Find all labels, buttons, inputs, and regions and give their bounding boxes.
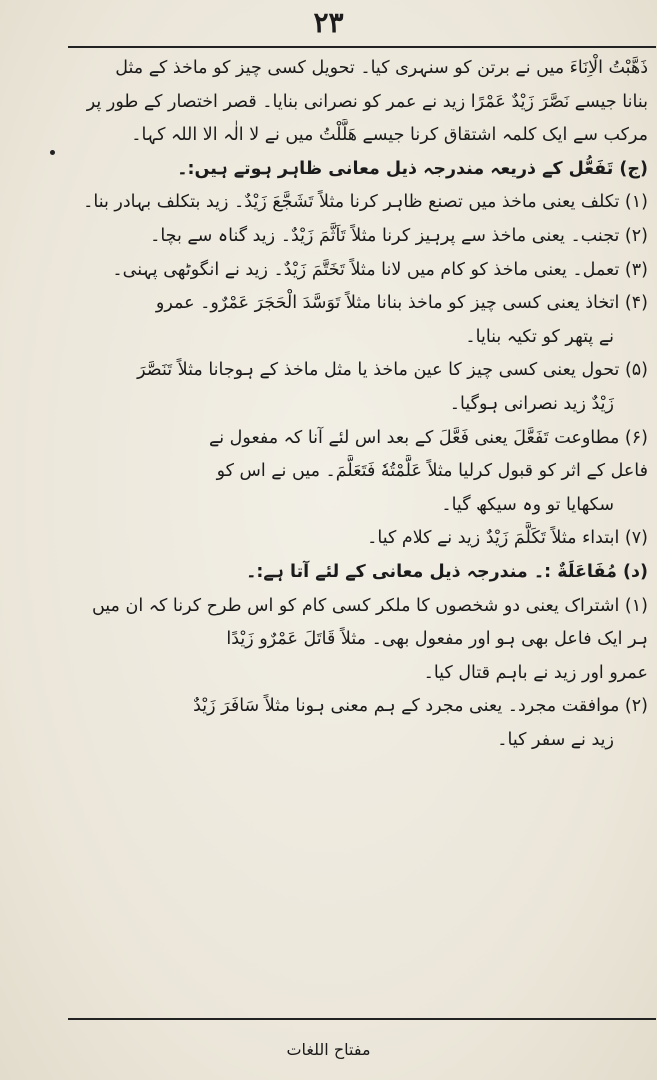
text-line: (۴) اتخاذ یعنی کسی چیز کو ماخذ بنانا مثلاً تَوَسَّدَ الْحَجَرَ عَمْرٌو۔ عمرو (155, 293, 648, 314)
text-line: مرکب سے ایک کلمہ اشتقاق کرنا جیسے هَلَّلْتُ میں نے لا الٰہ الا اللہ کہا۔ (131, 125, 648, 146)
text-line: زَیْدٌ زید نصرانی ہوگیا۔ (449, 393, 614, 414)
top-rule (68, 46, 656, 48)
text-line: (۳) تعمل۔ یعنی ماخذ کو کام میں لانا مثلاً تَخَتَّمَ زَیْدٌ۔ زید نے انگوٹھی پہنی۔ (112, 259, 648, 280)
section-heading: (ج) تَفَعُّل کے ذریعہ مندرجہ ذیل معانی ظاہر ہوتے ہیں:۔ (177, 158, 648, 179)
footer-title: مفتاح اللغات (286, 1040, 371, 1059)
text-line: (۲) موافقت مجرد۔ یعنی مجرد کے ہم معنی ہونا مثلاً سَافَرَ زَیْدٌ (193, 696, 648, 717)
text-line: بنانا جیسے نَصَّرَ زَیْدٌ عَمْرًا زید نے عمر کو نصرانی بنایا۔ قصر اختصار کے طور پر (86, 91, 648, 112)
text-line: فاعل کے اثر کو قبول کرلیا مثلاً عَلَّمْتُهٗ فَتَعَلَّمَ۔ میں نے اس کو (216, 461, 648, 482)
ink-dot (50, 150, 55, 155)
text-line: سکھایا تو وہ سیکھ گیا۔ (441, 494, 614, 515)
body-text (72, 52, 648, 757)
text-line: (۶) مطاوعت تَفَعَّلَ یعنی فَعَّلَ کے بعد اس لئے آنا کہ مفعول نے (209, 427, 648, 448)
text-line: (۷) ابتداء مثلاً تَكَلَّمَ زَیْدٌ زید نے کلام کیا۔ (367, 528, 648, 549)
text-line: ذَهَّبْتُ الْاِنَاءَ میں نے برتن کو سنہری کیا۔ تحویل کسی چیز کو ماخذ کے مثل (115, 58, 648, 78)
text-line: (۵) تحول یعنی کسی چیز کا عین ماخذ یا مثل ماخذ کے ہوجانا مثلاً تَنَصَّرَ (137, 360, 648, 381)
page-number: ۲۳ (313, 6, 344, 39)
text-line: (۱) تکلف یعنی ماخذ میں تصنع ظاہر کرنا مثلاً تَشَجَّعَ زَیْدٌ۔ زید بتکلف بہادر بنا۔ (83, 192, 648, 213)
text-line: ہر ایک فاعل بھی ہو اور مفعول بھی۔ مثلاً قَاتَلَ عَمْرٌو زَیْدًا (226, 629, 648, 650)
text-line: عمرو اور زید نے باہم قتال کیا۔ (423, 662, 648, 683)
text-line: (۱) اشتراک یعنی دو شخصوں کا ملکر کسی کام کو اس طرح کرنا کہ ان میں (91, 595, 648, 616)
bottom-rule (68, 1018, 656, 1020)
text-line: زید نے سفر کیا۔ (497, 729, 614, 750)
section-heading: (د) مُفَاعَلَةٌ :۔ مندرجہ ذیل معانی کے لئے آتا ہے:۔ (246, 561, 648, 582)
text-line: (۲) تجنب۔ یعنی ماخذ سے پرہیز کرنا مثلاً تَاَثَّمَ زَیْدٌ۔ زید گناہ سے بچا۔ (150, 225, 648, 246)
text-line: نے پتھر کو تکیہ بنایا۔ (465, 326, 614, 347)
